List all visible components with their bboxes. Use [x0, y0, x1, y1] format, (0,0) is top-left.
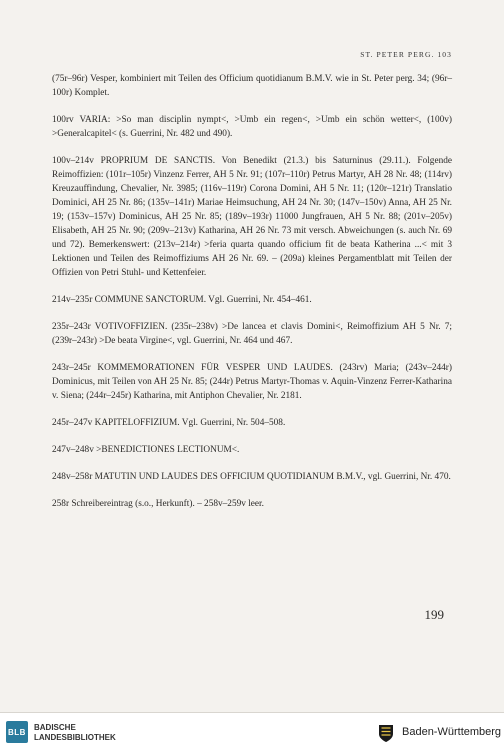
- paragraph-proprium: 100v–214v PROPRIUM DE SANCTIS. Von Benedikt (21.3.) bis Saturninus (29.11.). Folgende Reimoffizien: (101r–105r) Vinzenz Ferrer, AH 5 Nr. 91; (107r–110r) Petrus Martyr, AH 28 Nr. 48; (114rv) Kreuzauffindung, Chevalier, Nr. 3985; (116v–119r) Corona Domini, AH 5 Nr. 11; (120r–121r) Translatio Dominici, AH 25 Nr. 86; (135v–141r) Mariae Heimsuchung, AH 24 Nr. 30; (147v–150v) Anna, AH 25 Nr. 19; (153v–157v) Dominicus, AH 25 Nr. 85; (189v–193r) 11000 Jungfrauen, AH 5 Nr. 88; (201v–205v) Elisabeth, AH 25 Nr. 90; (209v–213v) Katharina, AH 26 Nr. 73 mit versch. Abweichungen (s. auch Nr. 69 und 72). Bemerkenswert: (213v–214r) >feria quarta quando officium fit de beata Katherina ...< mit 3 Lektionen und Teilen des Reimoffiziums AH 26 Nr. 69. – (209a) kleines Pergamentblatt mit Teilen der Offizien von Petri Stuhl- und Kettenfeier.: [52, 156, 452, 278]
- library-footer: [0, 712, 504, 751]
- running-header: ST. PETER PERG. 103: [360, 50, 452, 59]
- paragraph-varia: 100rv VARIA: >So man disciplin nympt<, >Umb ein regen<, >Umb ein schön wetter<, (100v) >Generalcapitel< (s. Guerrini, Nr. 482 und 490).: [52, 115, 452, 139]
- blb-logo-text: BLB: [8, 727, 26, 737]
- state-name[interactable]: Baden-Württemberg: [402, 726, 502, 738]
- paragraph-schreibereintrag: 258r Schreibereintrag (s.o., Herkunft). – 258v–259v leer.: [52, 499, 264, 509]
- paragraph-kommemorationen: 243r–245r KOMMEMORATIONEN FÜR VESPER UND LAUDES. (243rv) Maria; (243v–244r) Dominicus, mit Teilen von AH 25 Nr. 85; (244r) Petrus Martyr-Thomas v. Aquin-Vinzenz Ferrer-Katharina v. Siena; (244r–245r) Katharina, mit Antiphon Chevalier, Nr. 2181.: [52, 363, 452, 401]
- baden-wuerttemberg-crest-icon: [375, 722, 397, 744]
- library-name-line2: LANDESBIBLIOTHEK: [34, 733, 116, 742]
- paragraph-vesper: (75r–96r) Vesper, kombiniert mit Teilen des Officium quotidianum B.M.V. wie in St. Peter perg. 34; (96r–100r) Komplet.: [52, 74, 452, 98]
- page-number: 199: [424, 607, 444, 622]
- catalog-entry-body: [52, 72, 452, 524]
- library-name-line1: BADISCHE: [34, 723, 76, 732]
- blb-logo-icon: [6, 721, 28, 743]
- paragraph-commune: 214v–235r COMMUNE SANCTORUM. Vgl. Guerrini, Nr. 454–461.: [52, 295, 312, 305]
- paragraph-benedictiones: 247v–248v >BENEDICTIONES LECTIONUM<.: [52, 445, 240, 455]
- paragraph-votivoffizien: 235r–243r VOTIVOFFIZIEN. (235r–238v) >De lancea et clavis Domini<, Reimoffizium AH 5 Nr. 7; (239r–243r) >De beata Virgine<, vgl. Guerrini, Nr. 464 und 467.: [52, 322, 452, 346]
- paragraph-kapiteloffizium: 245r–247v KAPITELOFFIZIUM. Vgl. Guerrini, Nr. 504–508.: [52, 418, 286, 428]
- library-name[interactable]: [34, 723, 116, 743]
- paragraph-matutin: 248v–258r MATUTIN UND LAUDES DES OFFICIUM QUOTIDIANUM B.M.V., vgl. Guerrini, Nr. 470.: [52, 472, 451, 482]
